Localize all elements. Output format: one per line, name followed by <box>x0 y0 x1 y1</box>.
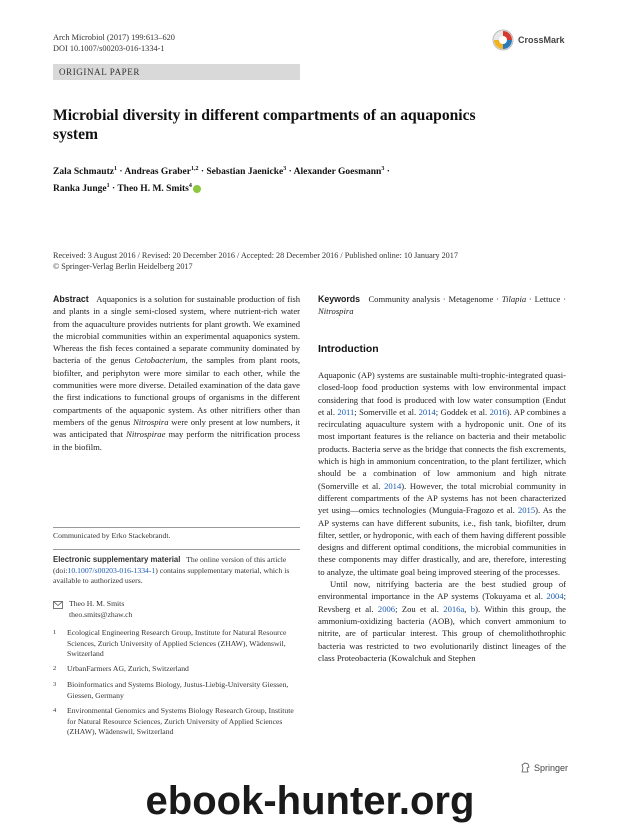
affiliation-text: Bioinformatics and Systems Biology, Justus-Liebig-University Giessen, Giessen, Germany <box>67 680 289 700</box>
author-affil: 3 <box>283 166 287 172</box>
author-separator: · <box>286 167 294 178</box>
abstract-label: Abstract <box>53 294 89 304</box>
citation-link[interactable]: 2015 <box>517 505 536 516</box>
keywords-label: Keywords <box>318 294 361 304</box>
abstract-italic: Cetobacterium <box>134 355 186 366</box>
corresponding-author <box>53 599 300 620</box>
dates-line: Received: 3 August 2016 / Revised: 20 December 2016 / Accepted: 28 December 2016 / Published online: 10 January 2017 <box>53 251 458 260</box>
author-name[interactable]: Ranka Junge <box>53 184 107 195</box>
author-separator: · <box>109 184 118 195</box>
author-name[interactable]: Andreas Graber <box>124 167 191 178</box>
citation-link[interactable]: 2004 <box>546 591 564 602</box>
abstract <box>53 293 300 453</box>
introduction-heading: Introduction <box>318 344 379 355</box>
keywords-text: · Lettuce · <box>526 294 567 304</box>
abstract-italic: Nitrospira <box>133 416 169 427</box>
keywords-text: Community analysis · Metagenome · <box>368 294 502 304</box>
paper-title: Microbial diversity in different compartments of an aquaponics system <box>53 107 476 143</box>
author-affil: 1 <box>113 166 117 172</box>
abstract-text: may perform the nitrification process in the biofilm. <box>53 429 300 452</box>
author-line-2 <box>53 179 523 196</box>
author-separator: · <box>198 167 207 178</box>
author-name[interactable]: Sebastian Jaenicke <box>206 167 284 178</box>
author-separator: · <box>116 167 125 178</box>
introduction-body <box>318 369 566 664</box>
citation-link[interactable]: 2014 <box>418 406 436 417</box>
intro-paragraph-1: Aquaponic (AP) systems are sustainable multi-trophic-integrated quasi-closed-loop food production systems with low environmental impact considering that food is produced with low water consumption (Endut et al. 2011; Somerville et al. 2014; Goddek et al. 2016). AP combines a recirculating aquaculture system with a hydroponic unit. One of its most important features is the reliance on bacteria and their metabolic products. Bacteria serve as the bridge that connects the fish excrements, which is high in ammonium concentration, to the plant fertilizer, which should be a combination of low ammonium and high nitrate (Somerville et al. 2014). However, the total microbial community in different compartments of the AP systems has not been characterized yet using—omics technologies (Munguia-Fragozo et al. 2015). As the AP systems can have different subunits, i.e., fish tank, biofilter, drum filter, settler, or hydroponic, with each of them having different possible designs and different optimal conditions, the microbial communities in these components may differ drastically, and are, therefore, interesting to analyze, the ultimate goal being improved steering of the processes. <box>318 370 566 577</box>
affiliation-text: UrbanFarmers AG, Zurich, Switzerland <box>67 664 189 673</box>
affiliation-number: 1 <box>53 629 57 636</box>
crossmark-label: CrossMark <box>518 35 565 45</box>
publisher-name: Springer <box>534 762 569 773</box>
intro-paragraph-2: Until now, nitrifying bacteria are the best studied group of environmental importance in the AP systems (Tokuyama et al. 2004; Revsberg et al. 2006; Zou et al. 2016a, b). Within this group, the ammonium-oxidizing bacteria (AOB), which convert ammonium to nitrite, are of particular interest. This group of chemolithothrophic bacteria was restricted to two evolutionarily distinct lineages of the class Proteobacteria (Kowalchuk and Stephen <box>318 579 566 663</box>
author-list <box>53 162 523 196</box>
author-name[interactable]: Theo H. M. Smits <box>117 184 189 195</box>
citation-link[interactable]: 2016 <box>489 406 507 417</box>
springer-horse-icon <box>520 762 531 773</box>
footnote-divider <box>53 549 300 550</box>
envelope-icon <box>53 601 63 609</box>
footnote-divider <box>53 527 300 528</box>
journal-citation: Arch Microbiol (2017) 199:613–620 <box>53 33 175 42</box>
author-affil: 1 <box>106 183 110 190</box>
communicated-by: Communicated by Erko Stackebrandt. <box>53 531 171 540</box>
citation-link[interactable]: 2011 <box>337 406 355 417</box>
keywords-italic: Tilapia <box>501 294 527 304</box>
author-name[interactable]: Zala Schmautz <box>53 167 114 178</box>
keywords <box>318 293 566 318</box>
crossmark-icon <box>492 29 514 51</box>
keywords-italic: Nitrospira <box>318 306 354 317</box>
citation-link[interactable]: 2016a <box>443 603 465 614</box>
affiliation-text: Environmental Genomics and Systems Biology Research Group, Institute for Natural Resource Sciences, Zurich University of Applied Sciences (ZHAW), Wädenswil, Switzerland <box>67 706 294 736</box>
abstract-text: , the samples from plant roots, biofilter, and periphyton were more similar to each other, while the communities were more diverse. Detailed examination of the data gave the first indications to functional groups of organisms in the different compartments of the aquaponic system. As other nitrifiers other than members of the genus <box>53 355 300 427</box>
journal-doi: DOI 10.1007/s00203-016-1334-1 <box>53 44 165 53</box>
author-affil: 3 <box>381 166 385 172</box>
orcid-icon[interactable] <box>193 185 201 193</box>
author-name[interactable]: Alexander Goesmann <box>293 167 382 178</box>
affiliation-number: 4 <box>53 707 57 714</box>
abstract-text: were only present at low numbers, it was anticipated that <box>53 416 300 440</box>
author-affil: 1,2 <box>190 166 199 172</box>
copyright-line: © Springer-Verlag Berlin Heidelberg 2017 <box>53 262 193 271</box>
affiliation-1 <box>53 628 300 660</box>
citation-link[interactable]: 2006 <box>377 603 396 614</box>
affiliation-3 <box>53 680 300 701</box>
affiliation-text: Ecological Engineering Research Group, Institute for Natural Resource Sciences, Zurich University of Applied Sciences (ZHAW), Wädenswil, Switzerland <box>67 628 287 658</box>
corresponding-name: Theo H. M. Smits <box>69 599 125 608</box>
author-line-1 <box>53 162 523 179</box>
abstract-text: Aquaponics is a solution for sustainable production of fish and plants in a single semi-closed system, where nutrient-rich water from the aquaculture provides nutrients for plant growth. We examined the microbial communities within an experimental aquaponics system. Whereas the fish feces contained a separate community dominated by bacteria of the genus <box>53 294 300 366</box>
affiliation-4 <box>53 706 300 738</box>
affiliation-2 <box>53 664 300 675</box>
watermark: ebook-hunter.org <box>145 779 475 823</box>
corresponding-email[interactable]: theo.smits@zhaw.ch <box>69 609 133 619</box>
esm-label: Electronic supplementary material <box>53 555 181 564</box>
publication-dates <box>53 250 553 272</box>
publisher-logo <box>520 762 568 773</box>
crossmark-badge[interactable] <box>492 27 572 53</box>
esm-doi-link[interactable]: 10.1007/s00203-016-1334-1 <box>67 565 156 575</box>
citation-link[interactable]: 2014 <box>384 480 402 491</box>
citation-link[interactable]: b <box>470 603 476 614</box>
affiliation-number: 2 <box>53 665 57 672</box>
electronic-supplementary: Electronic supplementary material The online version of this article (doi:10.1007/s00203-016-1334-1) contains supplementary material, which is available to authorized users. <box>53 555 290 585</box>
author-affil: 4 <box>188 183 192 190</box>
author-separator: · <box>384 167 390 178</box>
abstract-italic: Nitrospirae <box>126 429 166 440</box>
journal-header <box>53 32 175 54</box>
section-label: ORIGINAL PAPER <box>53 64 300 80</box>
affiliation-number: 3 <box>53 681 57 688</box>
